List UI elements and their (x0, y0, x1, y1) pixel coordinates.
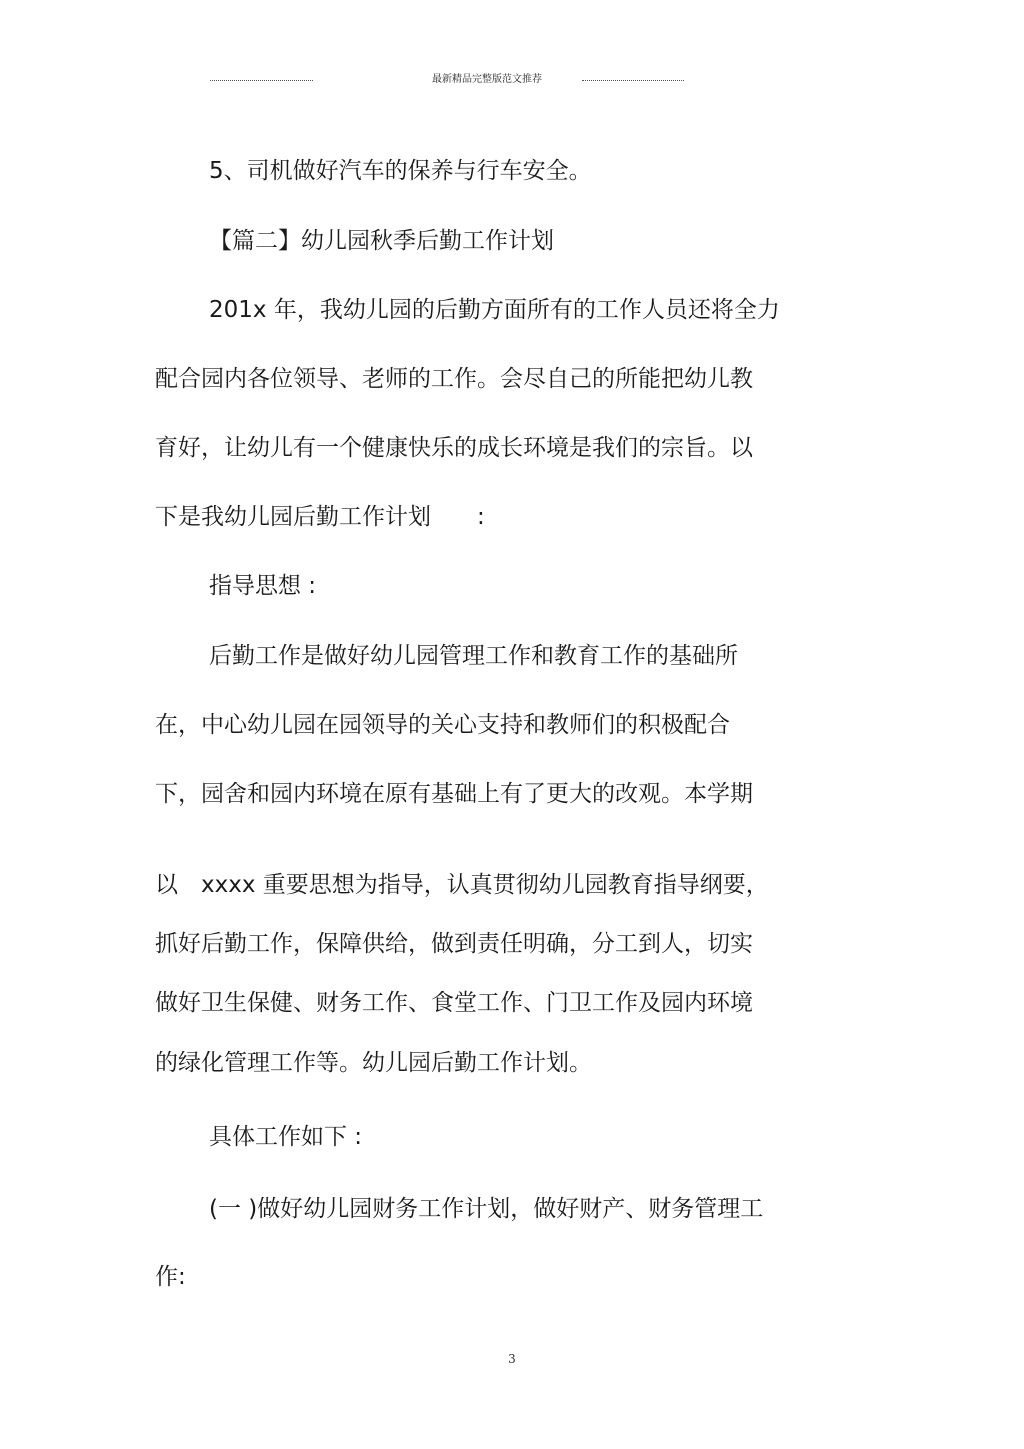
text-line: 作: (155, 1264, 186, 1290)
text-line: 抓好后勤工作，保障供给，做到责任明确，分工到人，切实 (155, 931, 753, 957)
text-line: 下，园舍和园内环境在原有基础上有了更大的改观。本学期 (155, 781, 753, 807)
text-line: 5、司机做好汽车的保养与行车安全。 (209, 158, 592, 184)
subheading: 具体工作如下 : (209, 1124, 363, 1150)
header-dotted-rule-left (210, 80, 313, 81)
text-line: 做好卫生保健、财务工作、食堂工作、门卫工作及园内环境 (155, 990, 753, 1016)
text-line: 配合园内各位领导、老师的工作。会尽自己的所能把幼儿教 (155, 366, 753, 392)
text-line: 下是我幼儿园后勤工作计划 : (155, 504, 485, 530)
text-line: 的绿化管理工作等。幼儿园后勤工作计划。 (155, 1050, 592, 1076)
text-line: (一 )做好幼儿园财务工作计划，做好财产、财务管理工 (209, 1196, 764, 1222)
header-title: 最新精品完整版范文推荐 (432, 74, 542, 85)
text-line: 后勤工作是做好幼儿园管理工作和教育工作的基础所 (209, 643, 738, 669)
text-line: 201x 年，我幼儿园的后勤方面所有的工作人员还将全力 (209, 297, 780, 323)
section-heading: 【篇二】幼儿园秋季后勤工作计划 (209, 228, 554, 254)
header-dotted-rule-right (582, 80, 684, 81)
text-line: 以 xxxx 重要思想为指导，认真贯彻幼儿园教育指导纲要， (155, 872, 769, 898)
page-number: 3 (508, 1352, 516, 1366)
text-line: 育好，让幼儿有一个健康快乐的成长环境是我们的宗旨。以 (155, 435, 753, 461)
subheading: 指导思想 : (209, 573, 317, 599)
text-line: 在，中心幼儿园在园领导的关心支持和教师们的积极配合 (155, 712, 730, 738)
